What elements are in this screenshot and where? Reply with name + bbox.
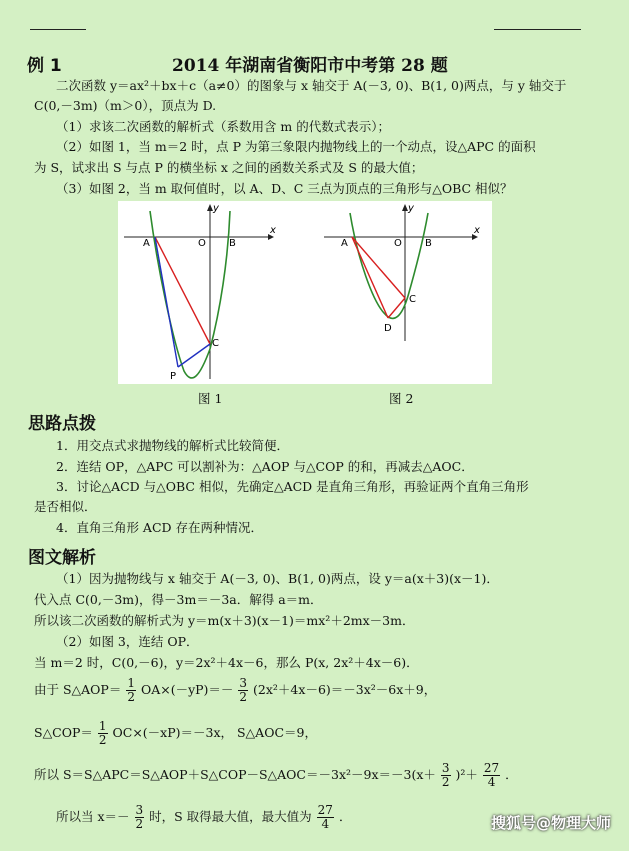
fig1-segment-AP (155, 237, 178, 367)
problem-line-6: （3）如图 2，当 m 取何值时，以 A、D、C 三点为顶点的三角形与△OBC 相似？ (56, 181, 513, 196)
s6-mid: OA×(－yP)＝－ (140, 682, 234, 697)
fig1-label-O: O (198, 238, 206, 249)
hint-1: 1．用交点式求抛物线的解析式比较简便． (56, 438, 289, 453)
fig1-label-B: B (229, 238, 236, 249)
s7-post: OC×(－xP)＝－3x， S△AOC＝9， (112, 725, 317, 740)
figures-svg (118, 201, 492, 384)
fraction-three-halves-3: $\frac{3}{2}$ (135, 803, 144, 831)
fig2-label-D: D (384, 323, 392, 334)
s6-post: (2x²＋4x－6)＝－3x²－6x＋9， (253, 682, 437, 697)
top-rule-right (494, 29, 581, 30)
fig2-label-x: x (474, 225, 480, 236)
solution-line-9 (56, 804, 351, 831)
solution-heading: 图文解析 (28, 548, 96, 568)
solution-line-3: 所以该二次函数的解析式为 y＝m(x＋3)(x－1)＝mx²＋2mx－3m． (34, 613, 415, 628)
fraction-one-half-2: $\frac{1}{2}$ (98, 719, 107, 747)
hint-3a: 3．讨论△ACD 与△OBC 相似，先确定△ACD 是直角三角形，再验证两个直角三角形 (56, 479, 529, 494)
problem-line-1: 二次函数 y＝ax²＋bx＋c（a≠0）的图象与 x 轴交于 A(－3, 0)、B(1, 0)两点，与 y 轴交于 (56, 78, 567, 93)
solution-line-5: 当 m＝2 时，C(0,－6)，y＝2x²＋4x－6，那么 P(x, 2x²＋4x－6)． (34, 655, 419, 670)
figure-1-caption: 图 1 (198, 391, 223, 406)
solution-line-6 (34, 677, 436, 704)
hint-3b: 是否相似． (34, 499, 97, 514)
s8-mid: )²＋ (455, 767, 478, 782)
s9-post: ． (338, 809, 352, 824)
solution-line-1: （1）因为抛物线与 x 轴交于 A(－3, 0)、B(1, 0)两点，设 y＝a(x＋3)(x－1)． (56, 571, 499, 586)
hint-4: 4．直角三角形 ACD 存在两种情况． (56, 520, 264, 535)
fig2-label-B: B (425, 238, 432, 249)
s8-pre: 所以 S＝S△APC＝S△AOP＋S△COP－S△AOC＝－3x²－9x＝－3(x＋ (34, 767, 436, 782)
fig2-label-O: O (394, 238, 402, 249)
s7-pre: S△COP＝ (34, 725, 93, 740)
s8-post: ． (505, 767, 518, 782)
fig1-label-x: x (270, 225, 276, 236)
watermark: 搜狐号@物理大师 (490, 814, 611, 832)
fig1-parabola (150, 211, 230, 378)
fraction-27-quarters-2: $\frac{27}{4}$ (317, 803, 333, 831)
fig2-label-A: A (341, 238, 348, 249)
fig2-parabola (350, 213, 428, 318)
s6-pre: 由于 S△AOP＝ (34, 682, 122, 697)
s9-pre: 所以当 x＝－ (56, 809, 130, 824)
s9-mid: 时，S 取得最大值，最大值为 (149, 809, 312, 824)
fig2-segment-DC (388, 298, 405, 318)
solution-line-7 (34, 720, 317, 747)
solution-line-2: 代入点 C(0,－3m)，得－3m＝－3a．解得 a＝m． (34, 592, 323, 607)
top-rule-left (30, 29, 86, 30)
figure-2-caption: 图 2 (389, 391, 414, 406)
figure-1 (124, 203, 276, 382)
hint-2: 2．连结 OP，△APC 可以割补为：△AOP 与△COP 的和，再减去△AOC． (56, 459, 474, 474)
fraction-27-quarters: $\frac{27}{4}$ (483, 761, 500, 789)
solution-line-8 (34, 762, 518, 789)
fig1-segment-PC (178, 344, 210, 367)
fig1-label-P: P (170, 371, 177, 382)
fig2-segment-AD (352, 237, 388, 318)
fraction-three-halves: $\frac{3}{2}$ (239, 676, 248, 704)
solution-line-4: （2）如图 3，连结 OP． (56, 634, 199, 649)
fraction-three-halves-2: $\frac{3}{2}$ (441, 761, 450, 789)
fig1-label-C: C (212, 338, 219, 349)
problem-title: 2014 年湖南省衡阳市中考第 28 题 (172, 56, 448, 76)
fig2-label-C: C (409, 294, 416, 305)
figure-2 (324, 203, 480, 341)
problem-line-5: 为 S，试求出 S 与点 P 的横坐标 x 之间的函数关系式及 S 的最大值； (34, 160, 424, 175)
hints-heading: 思路点拨 (28, 414, 96, 434)
fraction-one-half: $\frac{1}{2}$ (127, 676, 135, 704)
fig1-label-y: y (213, 203, 219, 214)
problem-line-3: （1）求该二次函数的解析式（系数用含 m 的代数式表示）； (56, 119, 391, 134)
problem-line-2: C(0,－3m)（m＞0），顶点为 D. (34, 98, 217, 113)
fig2-label-y: y (408, 203, 414, 214)
example-label: 例 1 (27, 56, 62, 76)
fig1-label-A: A (143, 238, 150, 249)
problem-line-4: （2）如图 1，当 m＝2 时，点 P 为第三象限内抛物线上的一个动点，设△APC 的面积 (56, 139, 536, 154)
figure-panel (118, 201, 492, 384)
